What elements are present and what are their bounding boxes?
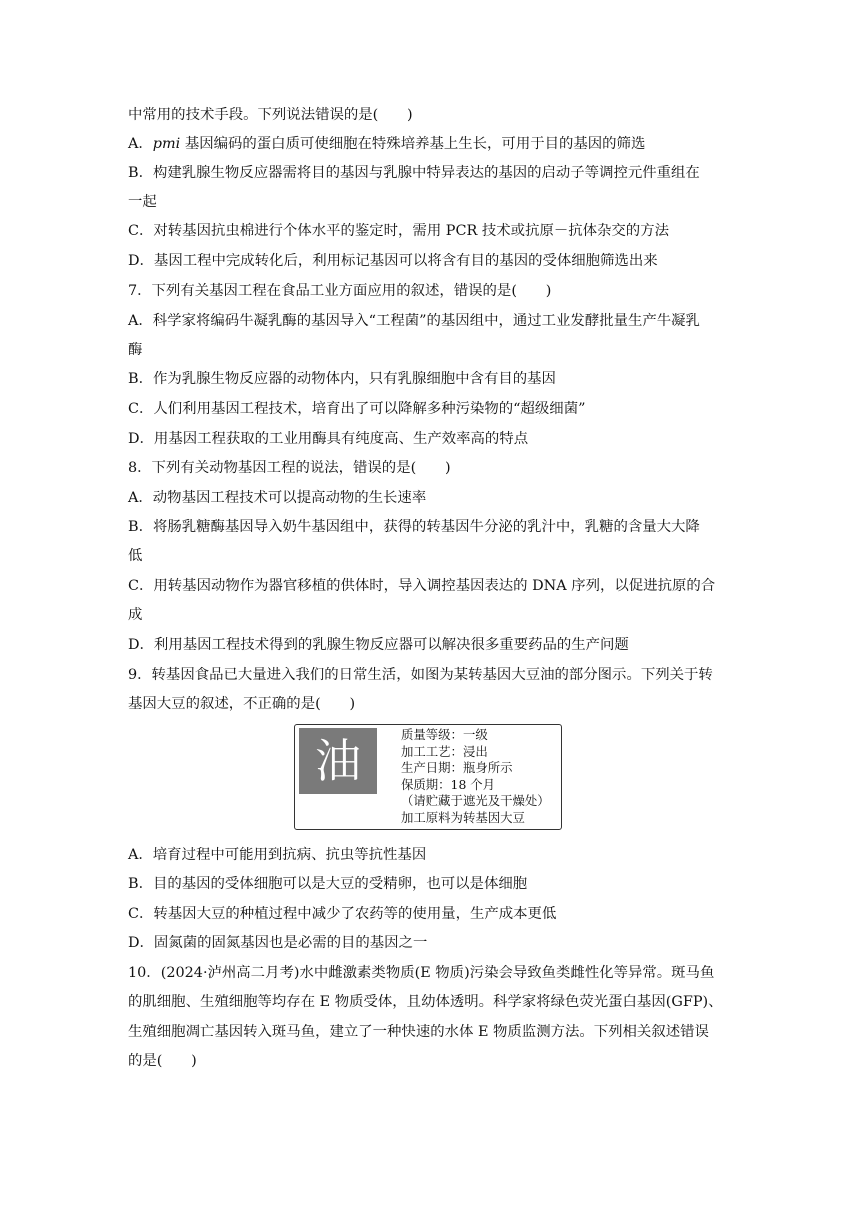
text-line: A．培育过程中可能用到抗病、抗虫等抗性基因 bbox=[128, 847, 427, 863]
text-line: C．人们利用基因工程技术，培育出了可以降解多种污染物的“超级细菌” bbox=[128, 401, 586, 417]
text-line: D．基因工程中完成转化后，利用标记基因可以将含有目的基因的受体细胞筛选出来 bbox=[128, 253, 658, 269]
text-line: 酶 bbox=[128, 342, 143, 358]
text-line: B．将肠乳糖酶基因导入奶牛基因组中，获得的转基因牛分泌的乳汁中，乳糖的含量大大降 bbox=[128, 519, 700, 535]
text-line: C．用转基因动物作为器官移植的供体时，导入调控基因表达的 DNA 序列，以促进抗原的合 bbox=[128, 578, 716, 594]
label-shelf-life: 保质期：18 个月 bbox=[401, 776, 496, 792]
label-raw-material: 加工原料为转基因大豆 bbox=[401, 809, 525, 825]
option-a-pmi bbox=[128, 134, 645, 154]
question-10: 10．(2024·泸州高二月考)水中雌激素类物质(E 物质)污染会导致鱼类雌性化等异常。斑马鱼 bbox=[128, 965, 715, 981]
label-quality-grade: 质量等级：一级 bbox=[401, 727, 488, 742]
text-line: 一起 bbox=[128, 194, 157, 210]
text-line: 的肌细胞、生殖细胞等均存在 E 物质受体，且幼体透明。科学家将绿色荧光蛋白基因(GFP)、 bbox=[128, 994, 723, 1010]
text-line: B．构建乳腺生物反应器需将目的基因与乳腺中特异表达的基因的启动子等调控元件重组在 bbox=[128, 165, 700, 181]
label-storage: （请贮藏于遮光及干燥处） bbox=[401, 793, 550, 809]
text-line: D．固氮菌的固氮基因也是必需的目的基因之一 bbox=[128, 935, 428, 951]
text-line: C．转基因大豆的种植过程中减少了农药等的使用量，生产成本更低 bbox=[128, 906, 557, 922]
question-9: 9．转基因食品已大量进入我们的日常生活，如图为某转基因大豆油的部分图示。下列关于转 bbox=[128, 667, 713, 683]
text-line: 中常用的技术手段。下列说法错误的是( ) bbox=[128, 107, 413, 123]
text-line: A．动物基因工程技术可以提高动物的生长速率 bbox=[128, 490, 427, 506]
text-line: C．对转基因抗虫棉进行个体水平的鉴定时，需用 PCR 技术或抗原－抗体杂交的方法 bbox=[128, 223, 669, 239]
label-process: 加工工艺：浸出 bbox=[401, 743, 488, 759]
question-7: 7．下列有关基因工程在食品工业方面应用的叙述，错误的是( ) bbox=[128, 283, 552, 299]
option-text: 基因编码的蛋白质可使细胞在特殊培养基上生长，可用于目的基因的筛选 bbox=[180, 136, 646, 152]
label-production-date: 生产日期：瓶身所示 bbox=[401, 760, 513, 776]
text-line: 基因大豆的叙述，不正确的是( ) bbox=[128, 696, 356, 712]
text-line: 的是( ) bbox=[128, 1053, 197, 1069]
soybean-oil-label bbox=[294, 724, 562, 830]
text-line: B．作为乳腺生物反应器的动物体内，只有乳腺细胞中含有目的基因 bbox=[128, 371, 556, 387]
text-line: B．目的基因的受体细胞可以是大豆的受精卵，也可以是体细胞 bbox=[128, 876, 528, 892]
gene-name-pmi: pmi bbox=[152, 136, 181, 152]
question-8: 8．下列有关动物基因工程的说法，错误的是( ) bbox=[128, 460, 451, 476]
option-prefix: A． bbox=[128, 136, 153, 152]
label-info bbox=[401, 727, 550, 827]
text-line: D．利用基因工程技术得到的乳腺生物反应器可以解决很多重要药品的生产问题 bbox=[128, 637, 629, 653]
text-line: 低 bbox=[128, 548, 143, 564]
text-line: 成 bbox=[128, 607, 143, 623]
text-line: D．用基因工程获取的工业用酶具有纯度高、生产效率高的特点 bbox=[128, 431, 529, 447]
oil-character-block: 油 bbox=[299, 728, 377, 794]
text-line: 生殖细胞凋亡基因转入斑马鱼，建立了一种快速的水体 E 物质监测方法。下列相关叙述错误 bbox=[128, 1024, 709, 1040]
text-line: A．科学家将编码牛凝乳酶的基因导入“工程菌”的基因组中，通过工业发酵批量生产牛凝乳 bbox=[128, 313, 700, 329]
